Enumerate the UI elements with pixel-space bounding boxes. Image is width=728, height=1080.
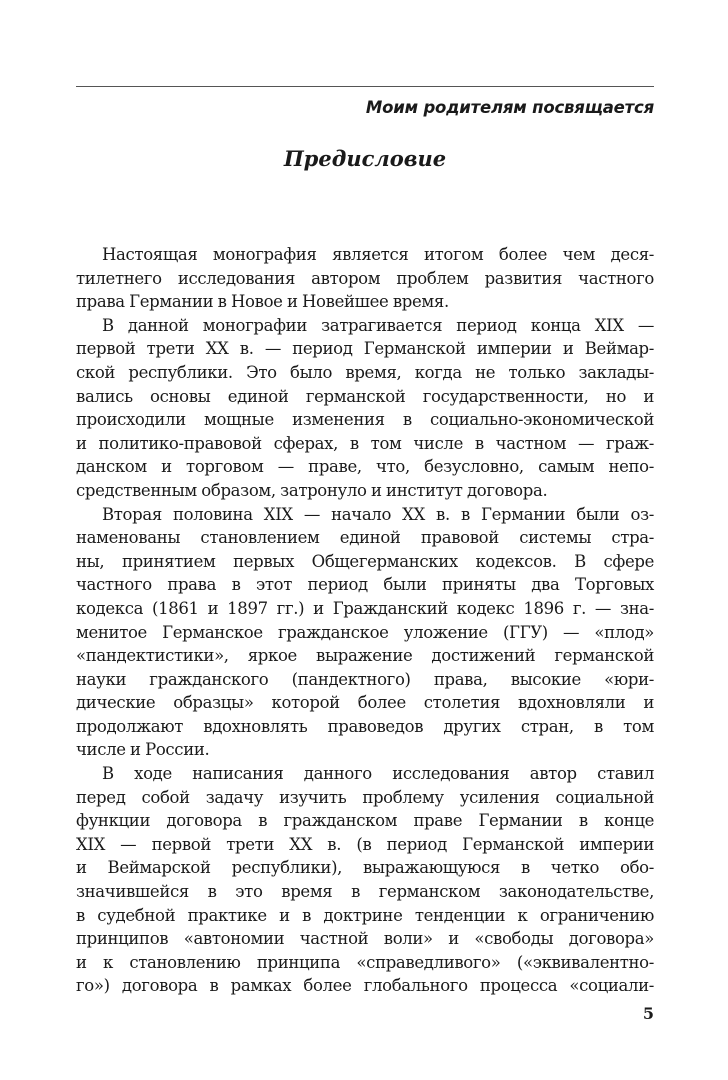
paragraph-line: средственным образом, затронуло и институт договора.	[76, 480, 548, 500]
paragraph-line: и политико-правовой сферах, в том числе в частном — граж-	[76, 433, 654, 453]
paragraph-line: и к становлению принципа «справедливого» («эквивалентно-	[76, 952, 654, 972]
dedication-text: Моим родителям посвящается	[365, 98, 654, 117]
paragraph-line: науки гражданского (пандектного) права, высокие «юри-	[76, 669, 654, 689]
paragraph-line: права Германии в Новое и Новейшее время.	[76, 292, 449, 312]
paragraph-line: «пандектистики», яркое выражение достижений германской	[76, 646, 654, 666]
paragraph-line: данском и торговом — праве, что, безусловно, самым непо-	[76, 457, 654, 477]
paragraph-line: Настоящая монография является итогом более чем деся-	[102, 245, 654, 264]
paragraph-line: и Веймарской республики), выражающуюся в четко обо-	[76, 858, 654, 878]
paragraph-line: числе и России.	[76, 740, 210, 760]
paragraph-line: го») договора в рамках более глобального процесса «социали-	[76, 976, 654, 996]
paragraph-line: тилетнего исследования автором проблем развития частного	[76, 268, 654, 288]
paragraph-line: происходили мощные изменения в социально-экономической	[76, 410, 654, 430]
paragraph-line: перед собой задачу изучить проблему усиления социальной	[76, 787, 654, 807]
paragraph-line: дические образцы» которой более столетия вдохновляли и	[76, 693, 654, 713]
chapter-title: Предисловие	[283, 146, 447, 171]
header-rule	[76, 86, 654, 87]
body-text	[76, 243, 654, 998]
paragraph-line: вались основы единой германской государственности, но и	[76, 386, 654, 406]
paragraph-line: В ходе написания данного исследования автор ставил	[102, 764, 654, 784]
paragraph-line: ны, принятием первых Общегерманских кодексов. В сфере	[76, 551, 654, 571]
paragraph-line: в судебной практике и в доктрине тенденции к ограничению	[76, 905, 654, 925]
paragraph-line: В данной монографии затрагивается период конца XIX —	[102, 315, 654, 335]
paragraph-line: ской республики. Это было время, когда не только заклады-	[76, 362, 654, 382]
paragraph-line: первой трети XX в. — период Германской империи и Веймар-	[76, 339, 654, 359]
paragraph-line: XIX — первой трети XX в. (в период Германской империи	[76, 834, 654, 854]
paragraph-line: продолжают вдохновлять правоведов других стран, в том	[76, 716, 654, 736]
paragraph-line: принципов «автономии частной воли» и «свободы договора»	[76, 929, 654, 949]
paragraph-line: менитое Германское гражданское уложение (ГГУ) — «плод»	[76, 622, 654, 642]
paragraph-line: Вторая половина XIX — начало XX в. в Германии были оз-	[102, 504, 654, 524]
paragraph-line: наменованы становлением единой правовой системы стра-	[76, 528, 654, 548]
paragraph-line: кодекса (1861 и 1897 гг.) и Гражданский кодекс 1896 г. — зна-	[76, 598, 654, 618]
page-number: 5	[642, 1004, 654, 1023]
paragraph-line: значившейся в это время в германском законодательстве,	[76, 882, 654, 902]
paragraph-line: функции договора в гражданском праве Германии в конце	[76, 811, 654, 831]
paragraph-line: частного права в этот период были приняты два Торговых	[76, 575, 654, 595]
